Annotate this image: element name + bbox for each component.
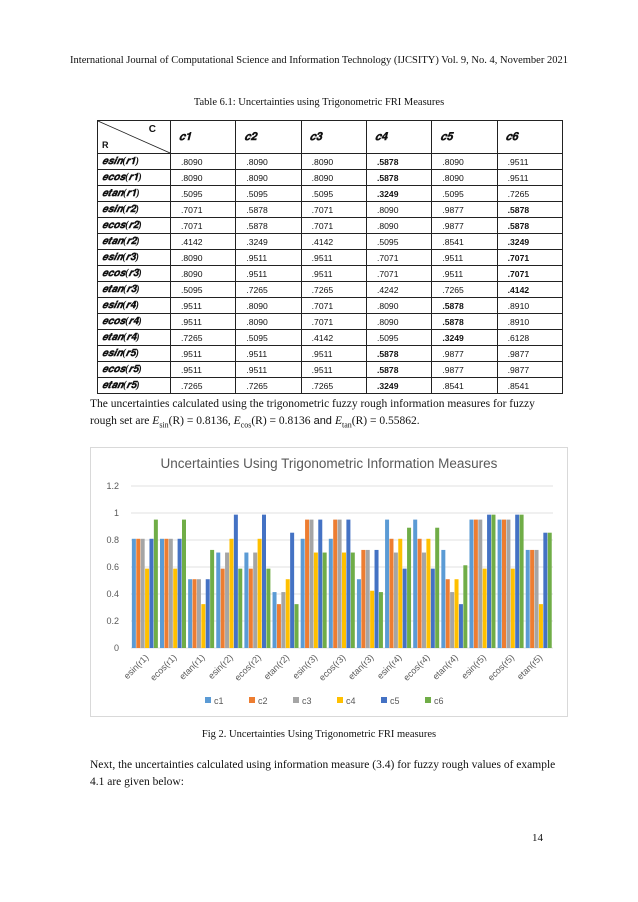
table-cell: .4142 [171,234,236,250]
etan-symbol: E [334,415,343,427]
legend-label: c6 [434,696,444,706]
bar [145,569,149,648]
table-cell: .8541 [497,378,562,394]
bar [498,520,502,648]
bar [463,565,467,648]
table-cell: .9511 [236,362,301,378]
chart-title: Uncertainties Using Trigonometric Information Measures [160,456,498,471]
x-tick-label: etan(r5) [514,652,545,682]
bar [389,539,393,648]
bar [487,515,491,648]
bar [526,550,530,648]
row-header: 𝒆𝒔𝒊𝒏(𝒓𝟐) [98,202,171,218]
table-cell: .5878 [366,154,431,170]
chart-frame [90,447,568,717]
table-cell: .3249 [497,234,562,250]
row-header: 𝒆𝒕𝒂𝒏(𝒓𝟑) [98,282,171,298]
table-row [98,282,563,298]
bar [338,520,342,648]
table-cell: .8090 [301,170,366,186]
table-cell: .8090 [171,170,236,186]
table-cell: .8090 [171,266,236,282]
bar [229,539,233,648]
table-row [98,234,563,250]
x-tick-label: ecos(r4) [401,652,432,683]
table-cell: .9877 [497,346,562,362]
row-header: 𝒆𝒄𝒐𝒔(𝒓𝟏) [98,170,171,186]
table-cell: .9511 [236,250,301,266]
table-cell: .9877 [432,362,497,378]
table-cell: .7071 [171,218,236,234]
x-tick-label: esin(r4) [375,652,404,681]
bar [149,539,153,648]
ecos-value: (R) = 0.8136 [251,415,311,427]
x-tick-label: ecos(r3) [316,652,348,683]
legend-swatch [249,697,255,703]
row-header: 𝒆𝒄𝒐𝒔(𝒓𝟐) [98,218,171,234]
table-row [98,346,563,362]
bar [253,553,257,648]
legend-label: c3 [302,696,312,706]
x-tick-label: ecos(r1) [148,652,179,683]
bar [346,520,350,648]
table-cell: .8090 [432,170,497,186]
bar [266,569,270,648]
figure-caption: Fig 2. Uncertainties Using Trigonometric FRI measures [201,729,437,740]
bar [132,539,136,648]
etan-value: (R) = 0.55862. [351,415,420,427]
table-row [98,186,563,202]
table-cell: .7071 [301,298,366,314]
table-cell: .5095 [301,186,366,202]
bar [403,569,407,648]
table-row [98,298,563,314]
table-cell: .5878 [236,218,301,234]
bar [515,515,519,648]
table-cell: .5095 [236,330,301,346]
table-cell: .7265 [301,282,366,298]
ecos-subscript: cos [240,420,252,430]
y-tick-label: 0 [113,643,119,653]
table-cell: .5095 [366,234,431,250]
bar [295,604,299,648]
bar [182,520,186,648]
table-cell: .5878 [432,298,497,314]
bar [193,579,197,648]
bar [173,569,177,648]
bar [234,515,238,648]
table-cell: .8090 [366,218,431,234]
row-header: 𝒆𝒕𝒂𝒏(𝒓𝟓) [98,378,171,394]
bar [249,569,253,648]
table-row [98,170,563,186]
bar [422,553,426,648]
journal-header: International Journal of Computational Science and Information Technology (IJCSITY) Vol. 9, No. 4, November 2021 [70,55,568,66]
bar [262,515,266,648]
corner-row-label: R [102,140,109,150]
table-cell: .9511 [236,266,301,282]
table-cell: .9511 [432,266,497,282]
table-row [98,266,563,282]
table-cell: .8541 [432,378,497,394]
bar [459,604,463,648]
legend-label: c4 [346,696,356,706]
bar [221,569,225,648]
and-word: and [310,415,335,427]
bar [379,592,383,648]
table-cell: .9511 [171,362,236,378]
table-cell: .7071 [366,266,431,282]
legend-swatch [205,697,211,703]
table-cell: .9511 [301,266,366,282]
bar [188,579,192,648]
bar [539,604,543,648]
table-cell: .8090 [301,154,366,170]
table-cell: .7071 [301,202,366,218]
table-cell: .7071 [497,266,562,282]
results-line-2 [90,413,560,433]
table-cell: .7071 [497,250,562,266]
results-line-2-prefix: rough set are [90,415,153,427]
legend-swatch [381,697,387,703]
column-header: 𝒄𝟔 [497,121,562,154]
table-cell: .5095 [171,186,236,202]
row-header: 𝒆𝒕𝒂𝒏(𝒓𝟐) [98,234,171,250]
bar [201,604,205,648]
table-cell: .3249 [366,186,431,202]
y-tick-label: 1.2 [106,481,119,491]
bar [309,520,313,648]
legend-swatch [293,697,299,703]
table-cell: .8090 [366,298,431,314]
bar [407,528,411,648]
bar [342,553,346,648]
x-tick-label: ecos(r2) [232,652,264,683]
bar [301,539,305,648]
row-header: 𝒆𝒔𝒊𝒏(𝒓𝟓) [98,346,171,362]
bar [258,539,262,648]
table-cell: .8090 [236,154,301,170]
bar [491,515,495,648]
table-caption: Table 6.1: Uncertainties using Trigonometric FRI Measures [193,97,445,108]
table-cell: .9877 [432,202,497,218]
bar [238,569,242,648]
table-cell: .8090 [366,314,431,330]
table-cell: .8090 [171,154,236,170]
table-cell: .8090 [366,202,431,218]
bar [333,520,337,648]
table-row [98,378,563,394]
bar [543,533,547,648]
table-cell: .9877 [497,362,562,378]
table-cell: .5878 [366,362,431,378]
x-tick-label: etan(r1) [177,652,207,682]
legend-swatch [337,697,343,703]
bar [290,533,294,648]
bar [394,553,398,648]
table-row [98,218,563,234]
bar [441,550,445,648]
table-cell: .8090 [171,250,236,266]
legend-label: c5 [390,696,400,706]
y-tick-label: 0.4 [106,589,119,599]
bar [273,592,277,648]
bar [398,539,402,648]
esin-symbol: E [152,415,160,427]
bar [244,553,248,648]
table-row [98,154,563,170]
bar [548,533,552,648]
table-cell: .4142 [301,234,366,250]
table-cell: .7071 [171,202,236,218]
table-cell: .9511 [171,298,236,314]
table-row [98,314,563,330]
bar [506,520,510,648]
y-tick-label: 0.6 [106,562,119,572]
table-cell: .3249 [366,378,431,394]
row-header: 𝒆𝒄𝒐𝒔(𝒓𝟓) [98,362,171,378]
table-cell: .7265 [497,186,562,202]
legend-label: c2 [258,696,268,706]
table-cell: .9511 [432,250,497,266]
table-cell: .3249 [432,330,497,346]
bar [520,515,524,648]
table-cell: .7265 [171,378,236,394]
table-cell: .7071 [301,314,366,330]
bar [450,592,454,648]
bar [511,569,515,648]
bar [418,539,422,648]
table-cell: .8910 [497,314,562,330]
x-tick-label: esin(r2) [206,652,235,681]
table-cell: .9511 [171,346,236,362]
table-cell: .8090 [432,154,497,170]
bar [469,520,473,648]
row-header: 𝒆𝒕𝒂𝒏(𝒓𝟒) [98,330,171,346]
y-tick-label: 1 [113,508,119,518]
bar [197,579,201,648]
bar [535,550,539,648]
table-row [98,362,563,378]
y-tick-label: 0.8 [106,535,119,545]
bar [318,520,322,648]
bar [530,550,534,648]
table-cell: .7265 [171,330,236,346]
table-cell: .7071 [366,250,431,266]
x-tick-label: esin(r1) [121,652,151,681]
bar [385,520,389,648]
table-cell: .9511 [236,346,301,362]
table-cell: .7265 [236,282,301,298]
column-header: 𝒄𝟐 [236,121,301,154]
bar [426,539,430,648]
bar [141,539,145,648]
table-row [98,250,563,266]
bar [323,553,327,648]
table-cell: .8090 [236,314,301,330]
row-header: 𝒆𝒕𝒂𝒏(𝒓𝟏) [98,186,171,202]
bar [502,520,506,648]
table-cell: .5095 [236,186,301,202]
bar [216,553,220,648]
table-cell: .5878 [497,202,562,218]
table-cell: .9511 [301,362,366,378]
esin-value: (R) = 0.8136, [168,415,231,427]
page-number: 14 [532,832,543,844]
y-tick-label: 0.2 [106,616,119,626]
next-paragraph: Next, the uncertainties calculated using information measure (3.4) for fuzzy rough values of example 4.1 are given below: [90,759,556,788]
bar [164,539,168,648]
table-cell: .7265 [236,378,301,394]
table-cell: .9511 [497,154,562,170]
table-cell: .9511 [497,170,562,186]
corner-column-label: C [148,124,156,135]
bar [370,591,374,648]
table-cell: .7265 [301,378,366,394]
bar [210,550,214,648]
table-cell: .4142 [497,282,562,298]
row-header: 𝒆𝒄𝒐𝒔(𝒓𝟒) [98,314,171,330]
column-header: 𝒄𝟏 [171,121,236,154]
row-header: 𝒆𝒄𝒐𝒔(𝒓𝟑) [98,266,171,282]
x-tick-label: esin(r5) [459,652,489,681]
table-cell: .8910 [497,298,562,314]
table-row [98,202,563,218]
table-cell: .9511 [171,314,236,330]
results-line-1: The uncertainties calculated using the trigonometric fuzzy rough information measures for fuzzy [90,398,535,410]
bar [431,569,435,648]
table-cell: .5095 [171,282,236,298]
bar [314,553,318,648]
bar [446,579,450,648]
bar [351,553,355,648]
column-header: 𝒄𝟒 [366,121,431,154]
esin-subscript: sin [159,420,169,430]
table-cell: .9511 [301,250,366,266]
bar [277,604,281,648]
legend-label: c1 [214,696,224,706]
bar [286,579,290,648]
bar [366,550,370,648]
table-cell: .6128 [497,330,562,346]
table-corner-cell [98,121,171,154]
x-tick-label: ecos(r5) [485,652,517,683]
bar [357,579,361,648]
table-cell: .4142 [301,330,366,346]
bar [361,550,365,648]
etan-subscript: tan [342,420,352,430]
ecos-symbol: E [233,415,241,427]
table-cell: .5095 [366,330,431,346]
bar [281,592,285,648]
table-cell: .5878 [497,218,562,234]
column-header: 𝒄𝟑 [301,121,366,154]
bar [329,539,333,648]
bar [478,520,482,648]
table-cell: .9877 [432,346,497,362]
table-cell: .5878 [366,170,431,186]
x-tick-label: etan(r3) [346,652,376,682]
row-header: 𝒆𝒔𝒊𝒏(𝒓𝟑) [98,250,171,266]
table-cell: .9877 [432,218,497,234]
x-tick-label: esin(r3) [290,652,320,681]
table-cell: .8090 [236,170,301,186]
bar [455,579,459,648]
x-tick-label: etan(r4) [430,652,460,682]
bar [136,539,140,648]
table-cell: .7265 [432,282,497,298]
bar [474,520,478,648]
bar [305,520,309,648]
row-header: 𝒆𝒔𝒊𝒏(𝒓𝟏) [98,154,171,170]
table-row [98,330,563,346]
x-tick-label: etan(r2) [261,652,292,682]
bar [225,553,229,648]
bar [169,539,173,648]
bar [178,539,182,648]
table-cell: .9511 [301,346,366,362]
bar [160,539,164,648]
table-cell: .5878 [432,314,497,330]
column-header: 𝒄𝟓 [432,121,497,154]
uncertainty-table [97,120,563,394]
table-cell: .5878 [236,202,301,218]
table-cell: .4242 [366,282,431,298]
bar [413,520,417,648]
table-cell: .8541 [432,234,497,250]
bar-chart [91,448,567,716]
bar [154,520,158,648]
bar [483,569,487,648]
results-paragraph [90,396,560,433]
table-cell: .5878 [366,346,431,362]
row-header: 𝒆𝒔𝒊𝒏(𝒓𝟒) [98,298,171,314]
table-cell: .8090 [236,298,301,314]
legend-swatch [425,697,431,703]
bar [375,550,379,648]
bar [435,528,439,648]
bar [206,579,210,648]
table-cell: .3249 [236,234,301,250]
table-cell: .5095 [432,186,497,202]
table-cell: .7071 [301,218,366,234]
